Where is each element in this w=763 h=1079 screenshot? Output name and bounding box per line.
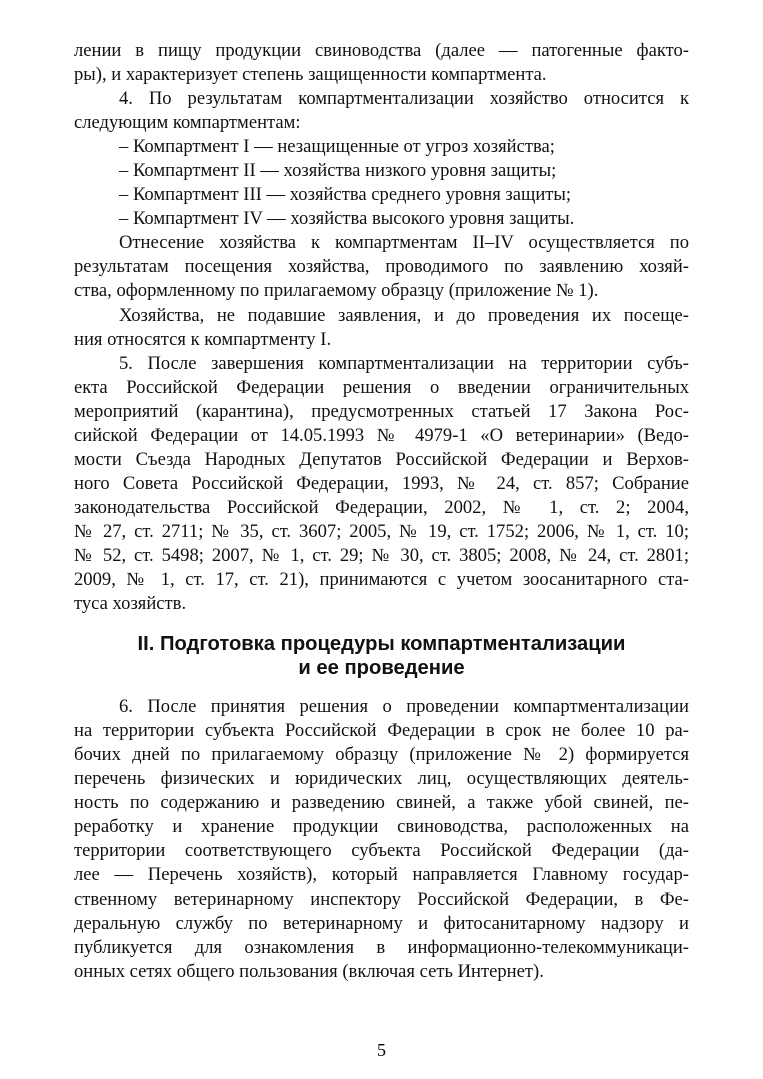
text-line: реработку и хранение продукции свиноводства, расположенных на [74, 816, 689, 838]
intro-paragraph [74, 39, 689, 87]
heading-line: II. Подготовка процедуры компартментализации [137, 633, 626, 656]
text-line: ственному ветеринарному инспектору Российской Федерации, в Фе- [74, 888, 689, 910]
list-item: – Компартмент IV — хозяйства высокого уровня защиты. [119, 208, 575, 230]
text-line: екта Российской Федерации решения о введении ограничительных [74, 376, 689, 398]
text-line: мости Съезда Народных Депутатов Российской Федерации и Верхов- [74, 448, 689, 470]
text-line: перечень физических и юридических лиц, осуществляющих деятель- [74, 768, 689, 790]
text-line: на территории субъекта Российской Федерации в срок не более 10 ра- [74, 720, 689, 742]
text-line: деральную службу по ветеринарному и фитосанитарному надзору и [74, 912, 689, 934]
text-line: 5. После завершения компартментализации на территории субъ- [119, 352, 689, 374]
text-line: сийской Федерации от 14.05.1993 № 4979-1 «О ветеринарии» (Ведо- [74, 424, 689, 446]
text-line: онных сетях общего пользования (включая сеть Интернет). [74, 960, 544, 982]
text-line: законодательства Российской Федерации, 2002, № 1, ст. 2; 2004, [74, 496, 689, 518]
page-number: 5 [377, 1040, 386, 1060]
text-line: ния относятся к компартменту I. [74, 328, 332, 350]
item-6-paragraph [74, 695, 689, 984]
text-line: публикуется для ознакомления в информационно-телекоммуникаци- [74, 936, 689, 958]
compartment-list [74, 135, 689, 231]
section-heading [74, 632, 689, 680]
list-item: – Компартмент I — незащищенные от угроз хозяйства; [119, 136, 555, 158]
text-line: ства, оформленному по прилагаемому образцу (приложение № 1). [74, 280, 599, 302]
text-line: ность по содержанию и разведению свиней, а также убой свиней, пе- [74, 792, 689, 814]
text-line: лее — Перечень хозяйств), который направляется Главному государ- [74, 864, 689, 886]
text-line: № 52, ст. 5498; 2007, № 1, ст. 29; № 30, ст. 3805; 2008, № 24, ст. 2801; [74, 544, 689, 566]
text-line: 6. После принятия решения о проведении компартментализации [119, 696, 689, 718]
text-line: № 27, ст. 2711; № 35, ст. 3607; 2005, № 19, ст. 1752; 2006, № 1, ст. 10; [74, 520, 689, 542]
text-line: Хозяйства, не подавшие заявления, и до проведения их посеще- [119, 304, 689, 326]
text-line: ного Совета Российской Федерации, 1993, № 24, ст. 857; Собрание [74, 472, 689, 494]
text-line: мероприятий (карантина), предусмотренных статьей 17 Закона Рос- [74, 400, 689, 422]
text-line: Отнесение хозяйства к компартментам II–IV осуществляется по [119, 232, 689, 254]
text-line: результатам посещения хозяйства, проводимого по заявлению хозяй- [74, 256, 689, 278]
assignment-paragraph [74, 231, 689, 303]
text-line: бочих дней по прилагаемому образцу (приложение № 2) формируется [74, 744, 689, 766]
item-4-paragraph [74, 87, 689, 135]
list-item: – Компартмент II — хозяйства низкого уровня защиты; [119, 160, 557, 182]
text-line: ры), и характеризует степень защищенности компартмента. [74, 64, 547, 86]
heading-line: и ее проведение [298, 657, 465, 680]
text-line: 2009, № 1, ст. 17, ст. 21), принимаются с учетом зоосанитарного ста- [74, 569, 689, 591]
no-application-paragraph [74, 304, 689, 352]
text-line: территории соответствующего субъекта Российской Федерации (да- [74, 840, 689, 862]
list-item: – Компартмент III — хозяйства среднего уровня защиты; [119, 184, 572, 206]
text-line: лении в пищу продукции свиноводства (далее — патогенные факто- [74, 40, 689, 61]
text-line: туса хозяйств. [74, 593, 187, 615]
item-5-paragraph [74, 352, 689, 617]
text-line: 4. По результатам компартментализации хозяйство относится к [119, 88, 689, 110]
text-line: следующим компартментам: [74, 112, 301, 134]
